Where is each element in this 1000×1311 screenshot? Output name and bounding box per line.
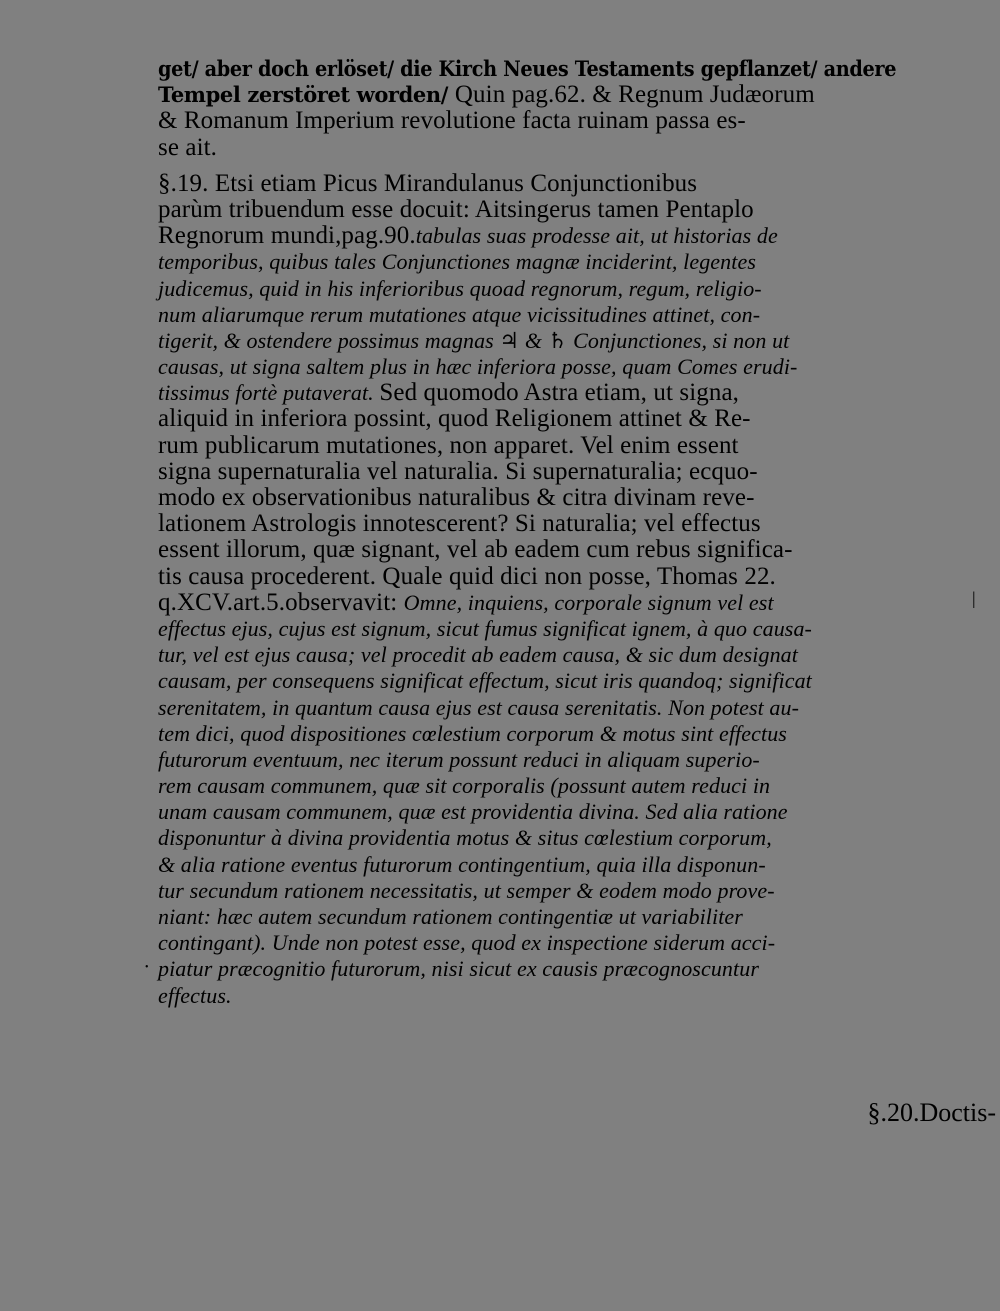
text-line <box>158 485 896 511</box>
text-line <box>158 56 897 82</box>
text-line <box>158 642 896 668</box>
text-line <box>158 904 896 930</box>
margin-dot: • <box>145 962 149 973</box>
italic-text: serenitatem, in quantum causa ejus est causa serenitatis. Non potest au- <box>158 694 800 720</box>
italic-text: temporibus, quibus tales Conjunctiones magnæ inciderint, legentes <box>158 249 757 275</box>
italic-text: & alia ratione eventus futurorum contingentium, quia illa disponun- <box>158 851 766 877</box>
text-line <box>158 328 896 354</box>
italic-text: causam, per consequens significat effectum, sicut iris quandoq; significat <box>158 668 812 694</box>
text-line <box>158 878 896 904</box>
text-line <box>158 852 896 878</box>
italic-text: tur secundum rationem necessitatis, ut semper & eodem modo prove- <box>158 877 775 903</box>
text-line <box>158 380 896 406</box>
text-line <box>158 668 896 694</box>
text-line <box>158 799 896 825</box>
italic-text: effectus ejus, cujus est signum, sicut fumus significat ignem, à quo causa- <box>158 615 812 641</box>
italic-text: contingant). Unde non potest esse, quod ex inspectione siderum acci- <box>158 930 776 956</box>
roman-text: modo ex observationibus naturalibus & citra divinam reve- <box>158 484 755 511</box>
italic-text: tabulas suas prodesse ait, ut historias de <box>415 223 778 249</box>
roman-text: §.19. Etsi etiam Picus Mirandulanus Conjunctionibus <box>158 169 698 197</box>
fraktur-text: get/ aber doch erlöset/ die Kirch Neues Testaments gepflanzet/ andere <box>158 56 897 81</box>
text-line <box>158 171 896 197</box>
text-line <box>158 302 896 328</box>
text-line <box>158 930 896 956</box>
italic-text: futurorum eventuum, nec iterum possunt reduci in aliquam superio- <box>158 746 760 772</box>
text-line <box>158 354 896 380</box>
text-line <box>158 433 896 459</box>
text-line <box>158 825 896 851</box>
text-line <box>158 616 896 642</box>
italic-text: tigerit, & ostendere possimus magnas ♃ & ♄ Conjunctiones, si non ut <box>158 327 790 353</box>
page-text-block <box>158 56 896 1286</box>
roman-text: Quin pag.62. & Regnum Judæorum <box>454 81 815 109</box>
italic-text: num aliarumque rerum mutationes atque vicissitudines attinet, con- <box>158 301 761 327</box>
text-line <box>158 108 896 134</box>
roman-text: rum publicarum mutationes, non apparet. Vel enim essent <box>158 431 739 459</box>
italic-text: tissimus fortè putaverat. <box>158 380 380 406</box>
fraktur-text: Tempel zerstöret worden/ <box>158 82 455 108</box>
italic-text: judicemus, quid in his inferioribus quoad regnorum, regum, religio- <box>158 275 762 301</box>
italic-text: Omne, inquiens, corporale signum vel est <box>403 589 774 615</box>
text-line <box>158 197 896 223</box>
roman-text: q.XCV.art.5.observavit: <box>158 588 404 616</box>
italic-text: tem dici, quod dispositiones cœlestium corporum & motus sint effectus <box>158 720 787 746</box>
text-line <box>158 564 896 590</box>
text-line <box>158 773 896 799</box>
text-line <box>158 590 896 616</box>
text-line <box>158 511 896 537</box>
text-line <box>158 983 896 1009</box>
roman-text: essent illorum, quæ signant, vel ab eadem cum rebus significa- <box>158 536 793 564</box>
roman-text: tis causa procederent. Quale quid dici non posse, Thomas 22. <box>158 562 776 590</box>
text-line <box>158 276 896 302</box>
roman-text: se ait. <box>158 133 218 161</box>
margin-mark: | <box>972 588 976 608</box>
roman-text: Sed quomodo Astra etiam, ut signa, <box>379 379 740 407</box>
catchword: §.20.Doctis- <box>867 1098 996 1127</box>
text-line <box>158 223 896 249</box>
italic-text: niant: hæc autem secundum rationem contingentiæ ut variabiliter <box>158 904 743 929</box>
italic-text: effectus. <box>158 982 232 1008</box>
italic-text: causas, ut signa saltem plus in hæc inferiora posse, quam Comes erudi- <box>158 354 798 380</box>
text-line <box>158 406 896 432</box>
text-line <box>158 537 896 563</box>
italic-text: piatur præcognitio futurorum, nisi sicut ex causis præcognoscuntur <box>158 956 760 982</box>
italic-text: rem causam communem, quæ sit corporalis (possunt autem reduci in <box>158 773 771 799</box>
text-line <box>158 459 896 485</box>
text-line <box>158 249 896 275</box>
text-line <box>158 956 896 982</box>
roman-text: signa supernaturalia vel naturalia. Si supernaturalia; ecquo- <box>158 457 758 485</box>
roman-text: Regnorum mundi,pag.90. <box>158 222 416 250</box>
text-line <box>158 135 896 161</box>
italic-text: tur, vel est ejus causa; vel procedit ab eadem causa, & sic dum designat <box>158 642 798 668</box>
text-line <box>158 721 896 747</box>
text-line <box>158 82 896 108</box>
roman-text: & Romanum Imperium revolutione facta ruinam passa es- <box>158 107 746 135</box>
roman-text: lationem Astrologis innotescerent? Si naturalia; vel effectus <box>158 510 761 538</box>
roman-text: aliquid in inferiora possint, quod Religionem attinet & Re- <box>158 405 751 433</box>
text-line <box>158 747 896 773</box>
roman-text: parùm tribuendum esse docuit: Aitsingerus tamen Pentaplo <box>158 195 754 223</box>
italic-text: disponuntur à divina providentia motus & situs cœlestium corporum, <box>158 825 772 851</box>
italic-text: unam causam communem, quæ est providentia divina. Sed alia ratione <box>158 799 788 825</box>
text-line <box>158 695 896 721</box>
